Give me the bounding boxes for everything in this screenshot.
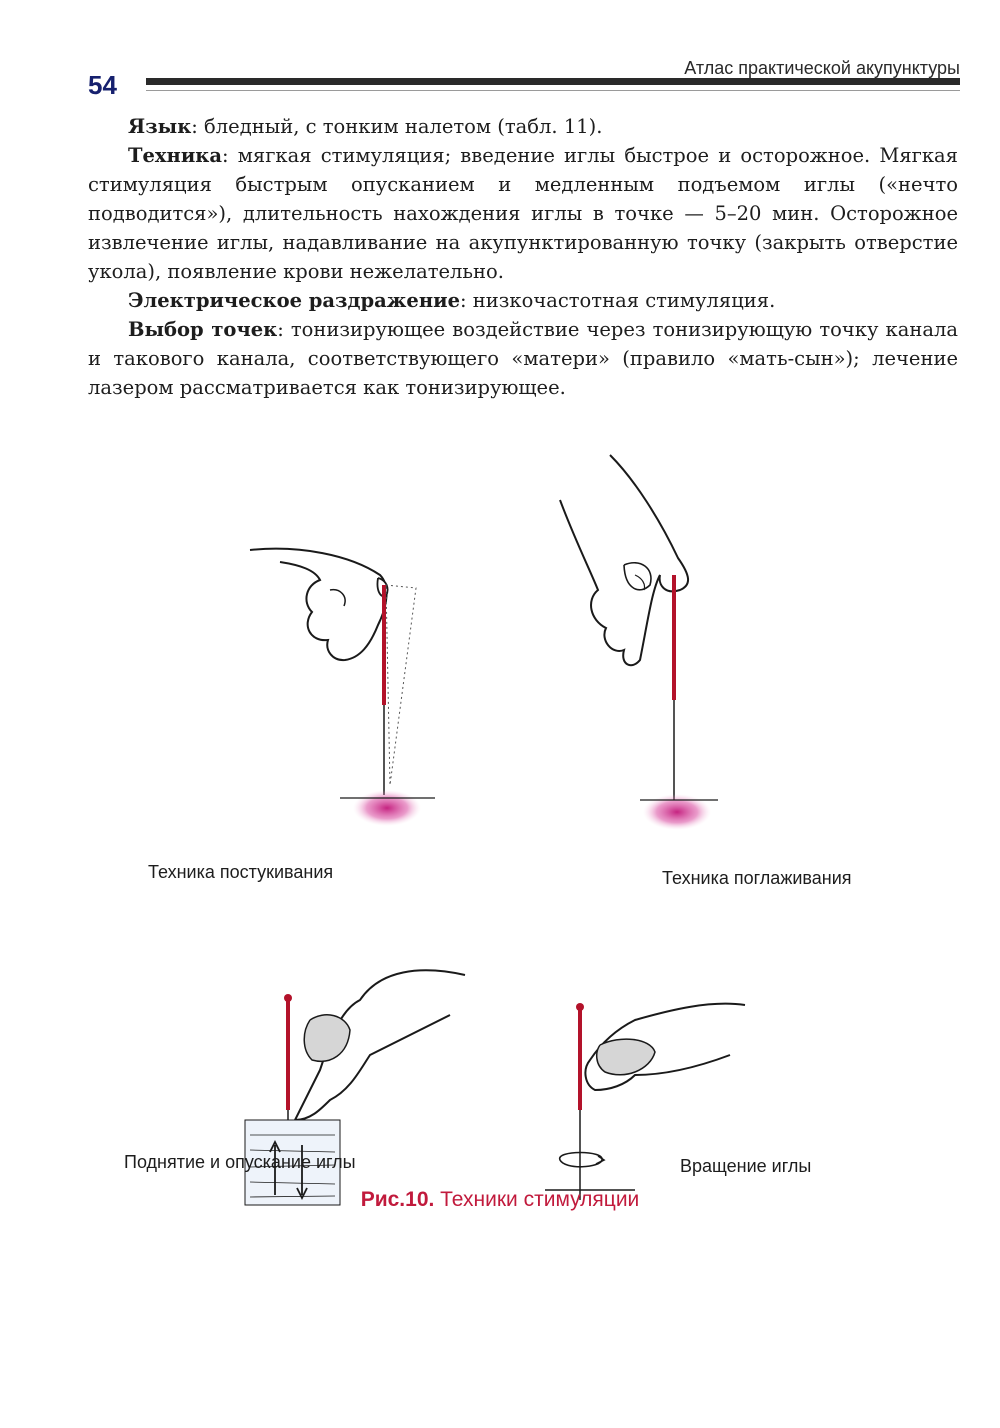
hand-outline <box>560 455 688 665</box>
paragraph-text: : мягкая стимуляция; введение иглы быстрое и осторожное. Мягкая стимуляция быстрым опусканием и медленным подъемом иглы («нечто подводится»), длительность нахождения иглы в точке — 5–20 мин. Осторожное извлечение иглы, надавливание на акупунктированную точку (закрыть отверстие укола), появление крови нежелательно. <box>88 144 958 283</box>
paragraph-label: Язык <box>128 115 192 138</box>
hand-outline <box>250 549 387 660</box>
motion-trace <box>386 585 416 785</box>
header-rule-thin <box>146 90 960 91</box>
paragraph-label: Электрическое раздражение <box>128 289 460 312</box>
caption-stroking: Техника поглаживания <box>662 868 852 888</box>
stroking-illustration <box>540 450 740 840</box>
paragraph-text: : тонизирующее воздействие через тонизирующую точку канала и такового канала, соответствующего «матери» (правило «мать-сын»); лечение лазером рассматривается как тонизирующее. <box>88 318 958 399</box>
header-rule <box>146 78 960 85</box>
paragraph-label: Техника <box>128 144 222 167</box>
lifting-thrusting-illustration <box>240 960 470 1220</box>
rotation-arrow <box>560 1153 602 1167</box>
paragraph-tongue <box>88 112 958 141</box>
figure-caption <box>0 1188 1000 1212</box>
skin-point <box>353 790 421 826</box>
page-number: 54 <box>88 70 117 100</box>
figure-caption-text: Техники стимуляции <box>434 1188 640 1211</box>
rotation-illustration <box>530 990 750 1210</box>
caption-rotation: Вращение иглы <box>680 1156 812 1176</box>
caption-lifting: Поднятие и опускание иглы <box>124 1152 356 1172</box>
paragraph-text: : бледный, с тонким налетом (табл. 11). <box>191 115 603 138</box>
paragraph-points <box>88 315 958 402</box>
figure-caption-label: Рис.10. <box>360 1188 435 1211</box>
body-text <box>88 112 958 402</box>
book-title: Атлас практической акупунктуры <box>684 58 960 78</box>
caption-tapping: Техника постукивания <box>148 862 334 882</box>
paragraph-text: : низкочастотная стимуляция. <box>460 289 776 312</box>
paragraph-electro <box>88 286 958 315</box>
paragraph-label: Выбор точек <box>128 318 278 341</box>
tapping-illustration <box>240 530 460 840</box>
paragraph-technique <box>88 141 958 286</box>
